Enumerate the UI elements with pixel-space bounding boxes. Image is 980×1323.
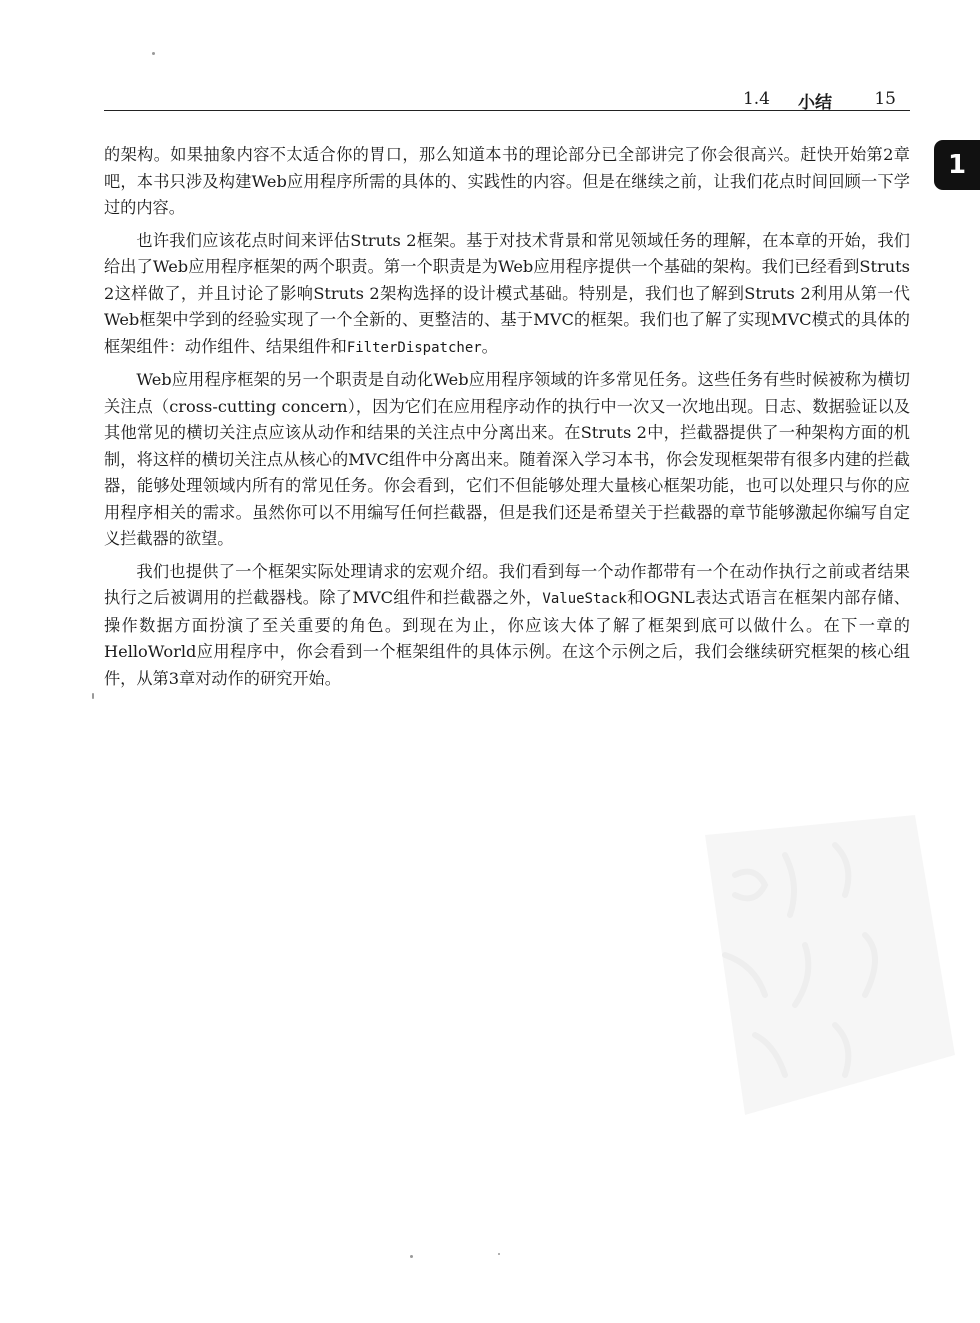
- section-number: 1.4: [742, 89, 770, 109]
- paragraph-3: [104, 367, 910, 553]
- body-text: [104, 142, 910, 698]
- paragraph-1: [104, 142, 910, 222]
- paragraph-text: 我们也提供了一个框架实际处理请求的宏观介绍。我们看到每一个动作都带有一个在动作执行之前或者结果执行之后被调用的拦截器栈。除了MVC组件和拦截器之外，: [104, 561, 910, 607]
- running-header: [104, 88, 910, 111]
- paragraph-text: 和OGNL表达式语言在框架内部存储、操作数据方面扮演了至关重要的角色。到现在为止，你应该大体了解了框架到底可以做什么。在下一章的HelloWorld应用程序中，你会看到一个框架组件的具体示例。在这个示例之后，我们会继续研究框架的核心组件，从第3章对动作的研究开始。: [104, 588, 910, 688]
- section-title: 小结: [798, 93, 832, 113]
- paragraph-text: 的架构。如果抽象内容不太适合你的胃口，那么知道本书的理论部分已全部讲完了你会很高兴。赶快开始第2章吧，本书只涉及构建Web应用程序所需的具体的、实践性的内容。但是在继续之前，让我们花点时间回顾一下学过的内容。: [104, 145, 910, 217]
- code-term: ValueStack: [542, 591, 627, 607]
- page-number: 15: [874, 89, 896, 109]
- watermark-seal-icon: [665, 815, 955, 1115]
- watermark-seal: [665, 815, 955, 1115]
- paragraph-text: Web应用程序框架的另一个职责是自动化Web应用程序领域的许多常见任务。这些任务有些时候被称为横切关注点（cross-cutting concern），因为它们在应用程序动作的执行中一次又一次地出现。日志、数据验证以及其他常见的横切关注点应该从动作和结果的关注点中分离出来。在Struts 2中，拦截器提供了一种架构方面的机制，将这样的横切关注点从核心的MVC组件中分离出来。随着深入学习本书，你会发现框架带有很多内建的拦截器，能够处理领域内所有的常见任务。你会看到，它们不但能够处理大量核心框架功能，也可以处理只与你的应用程序相关的需求。虽然你可以不用编写任何拦截器，但是我们还是希望关于拦截器的章节能够激起你编写自定义拦截器的欲望。: [104, 370, 910, 548]
- chapter-tab: [934, 140, 980, 190]
- paragraph-text: 。: [481, 336, 498, 356]
- scan-speck: [92, 693, 94, 699]
- scan-speck: [498, 1253, 500, 1255]
- paragraph-text: 也许我们应该花点时间来评估Struts 2框架。基于对技术背景和常见领域任务的理解，在本章的开始，我们给出了Web应用程序框架的两个职责。第一个职责是为Web应用程序提供一个基础的架构。我们已经看到Struts 2这样做了，并且讨论了影响Struts 2架构选择的设计模式基础。特别是，我们也了解到Struts 2利用从第一代Web框架中学到的经验实现了一个全新的、更整洁的、基于MVC的框架。我们也了解了实现MVC模式的具体的框架组件：动作组件、结果组件和: [104, 230, 910, 356]
- scan-speck: [410, 1255, 413, 1258]
- chapter-tab-label: 1: [947, 150, 967, 180]
- code-term: FilterDispatcher: [346, 339, 482, 356]
- scan-speck: [152, 52, 155, 55]
- paragraph-4: [104, 559, 910, 693]
- paragraph-2: [104, 228, 910, 362]
